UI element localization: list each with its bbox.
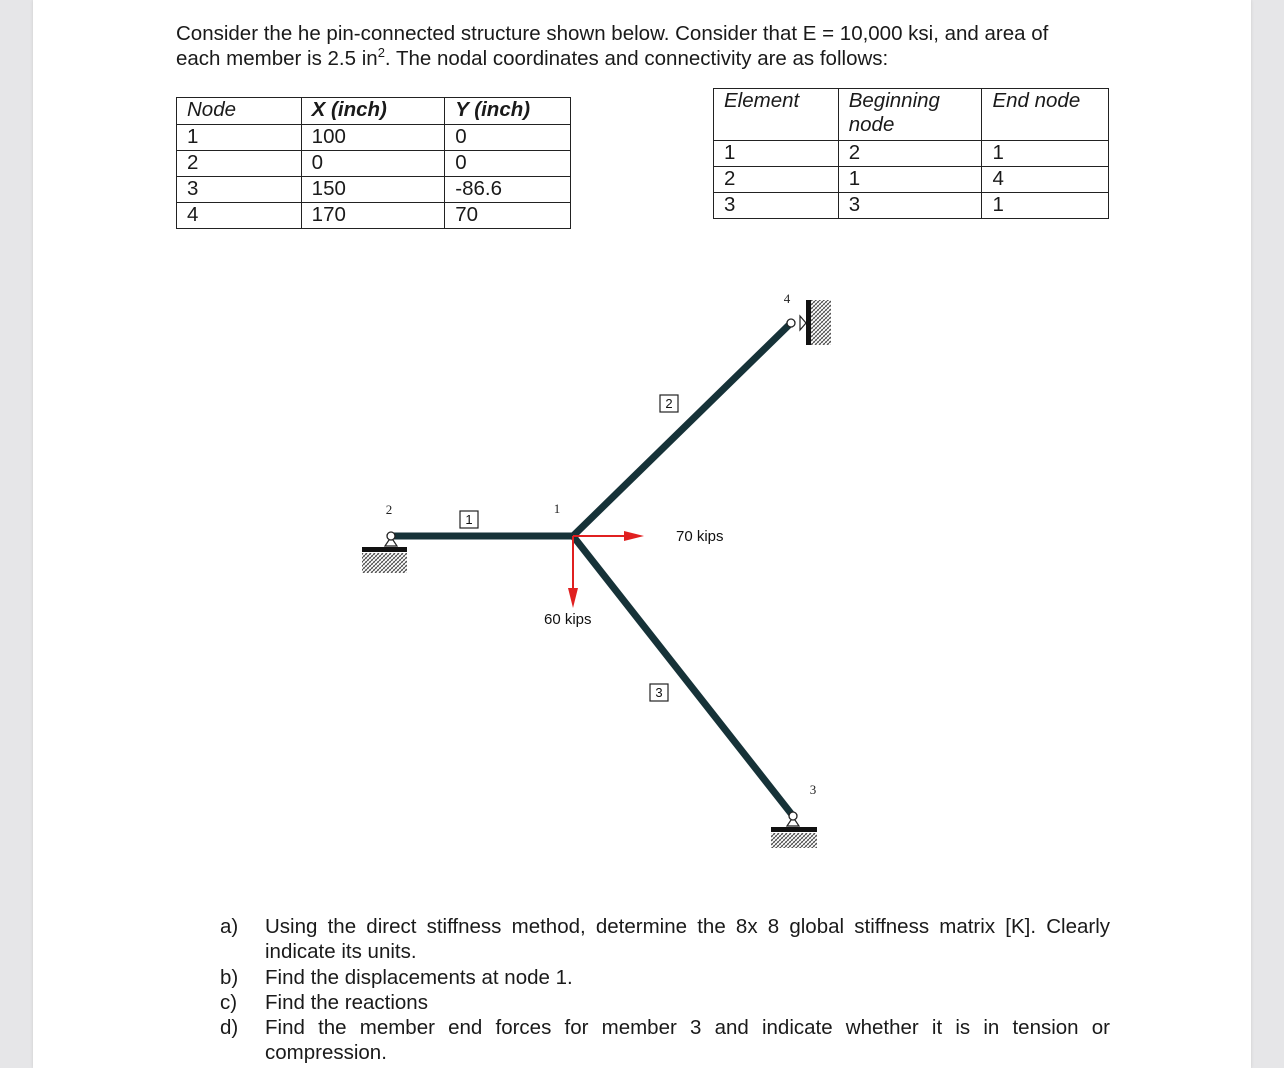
question-text: Find the displacements at node 1. xyxy=(265,965,573,989)
truss-diagram xyxy=(340,280,850,860)
table-cell: 2 xyxy=(838,141,982,167)
header-node: Node xyxy=(177,98,302,125)
table-cell: -86.6 xyxy=(445,177,571,203)
table-row xyxy=(714,167,1109,193)
pin-support-node-4 xyxy=(787,300,831,345)
load-label-70-kips: 70 kips xyxy=(676,528,724,545)
question-item xyxy=(220,1015,1110,1066)
question-item xyxy=(220,914,1110,965)
statement-superscript: 2 xyxy=(377,45,385,61)
load-arrow-vertical xyxy=(568,536,578,608)
table-cell: 3 xyxy=(714,193,839,219)
header-end-node: End node xyxy=(982,89,1109,141)
question-item xyxy=(220,990,1110,1015)
table-cell: 1 xyxy=(838,167,982,193)
member-label-3: 3 xyxy=(655,685,663,700)
question-label: a) xyxy=(220,915,239,938)
table-cell: 100 xyxy=(301,125,445,151)
question-label: d) xyxy=(220,1016,239,1040)
question-item xyxy=(220,965,1110,990)
question-text: Find the member end forces for member 3 and indicate whether it is in tension or compression. xyxy=(265,1016,1110,1065)
table-cell: 3 xyxy=(838,193,982,219)
statement-line-1: Consider the he pin-connected structure shown below. Consider that E = 10,000 ksi, and area of xyxy=(176,22,1049,45)
table-cell: 1 xyxy=(714,141,839,167)
table-cell: 1 xyxy=(177,125,302,151)
table-header-row xyxy=(714,89,1109,141)
connectivity-table xyxy=(713,88,1109,219)
table-row xyxy=(177,203,571,229)
header-x: X (inch) xyxy=(301,98,445,125)
problem-statement xyxy=(176,21,1116,71)
table-row xyxy=(177,151,571,177)
member-3 xyxy=(573,536,793,816)
node-label-2: 2 xyxy=(385,502,393,517)
node-label-1: 1 xyxy=(553,501,561,516)
load-label-60-kips: 60 kips xyxy=(544,611,592,628)
table-cell: 0 xyxy=(445,151,571,177)
question-text: Using the direct stiffness method, determine the 8x 8 global stiffness matrix [K]. Clearly indicate its units. xyxy=(265,915,1110,964)
node-label-3: 3 xyxy=(809,782,817,797)
table-cell: 2 xyxy=(177,151,302,177)
table-cell: 1 xyxy=(982,193,1109,219)
question-label: c) xyxy=(220,990,238,1014)
pin-support-node-3 xyxy=(771,812,817,848)
member-label-2: 2 xyxy=(665,396,673,411)
header-y: Y (inch) xyxy=(445,98,571,125)
table-row xyxy=(714,141,1109,167)
member-label-box-1 xyxy=(460,511,478,528)
nodal-coordinates-table xyxy=(176,97,571,229)
table-cell: 150 xyxy=(301,177,445,203)
question-label: b) xyxy=(220,965,239,989)
table-cell: 4 xyxy=(982,167,1109,193)
table-cell: 2 xyxy=(714,167,839,193)
statement-line-2b: . The nodal coordinates and connectivity are as follows: xyxy=(384,47,889,70)
load-arrow-horizontal xyxy=(573,531,644,541)
member-2 xyxy=(573,323,791,536)
member-label-box-3 xyxy=(650,684,668,701)
header-beginning-node: Beginning node xyxy=(838,89,982,141)
table-row xyxy=(177,177,571,203)
member-label-1: 1 xyxy=(465,512,473,527)
statement-line-2a: each member is 2.5 in xyxy=(176,47,378,70)
table-header-row xyxy=(177,98,571,125)
node-label-4: 4 xyxy=(783,291,791,306)
table-cell: 170 xyxy=(301,203,445,229)
header-element: Element xyxy=(714,89,839,141)
table-cell: 3 xyxy=(177,177,302,203)
table-cell: 70 xyxy=(445,203,571,229)
question-text: Find the reactions xyxy=(265,990,428,1014)
table-cell: 1 xyxy=(982,141,1109,167)
table-cell: 0 xyxy=(445,125,571,151)
question-list xyxy=(220,914,1110,1066)
table-cell: 4 xyxy=(177,203,302,229)
table-cell: 0 xyxy=(301,151,445,177)
table-row xyxy=(177,125,571,151)
member-label-box-2 xyxy=(660,395,678,412)
table-row xyxy=(714,193,1109,219)
